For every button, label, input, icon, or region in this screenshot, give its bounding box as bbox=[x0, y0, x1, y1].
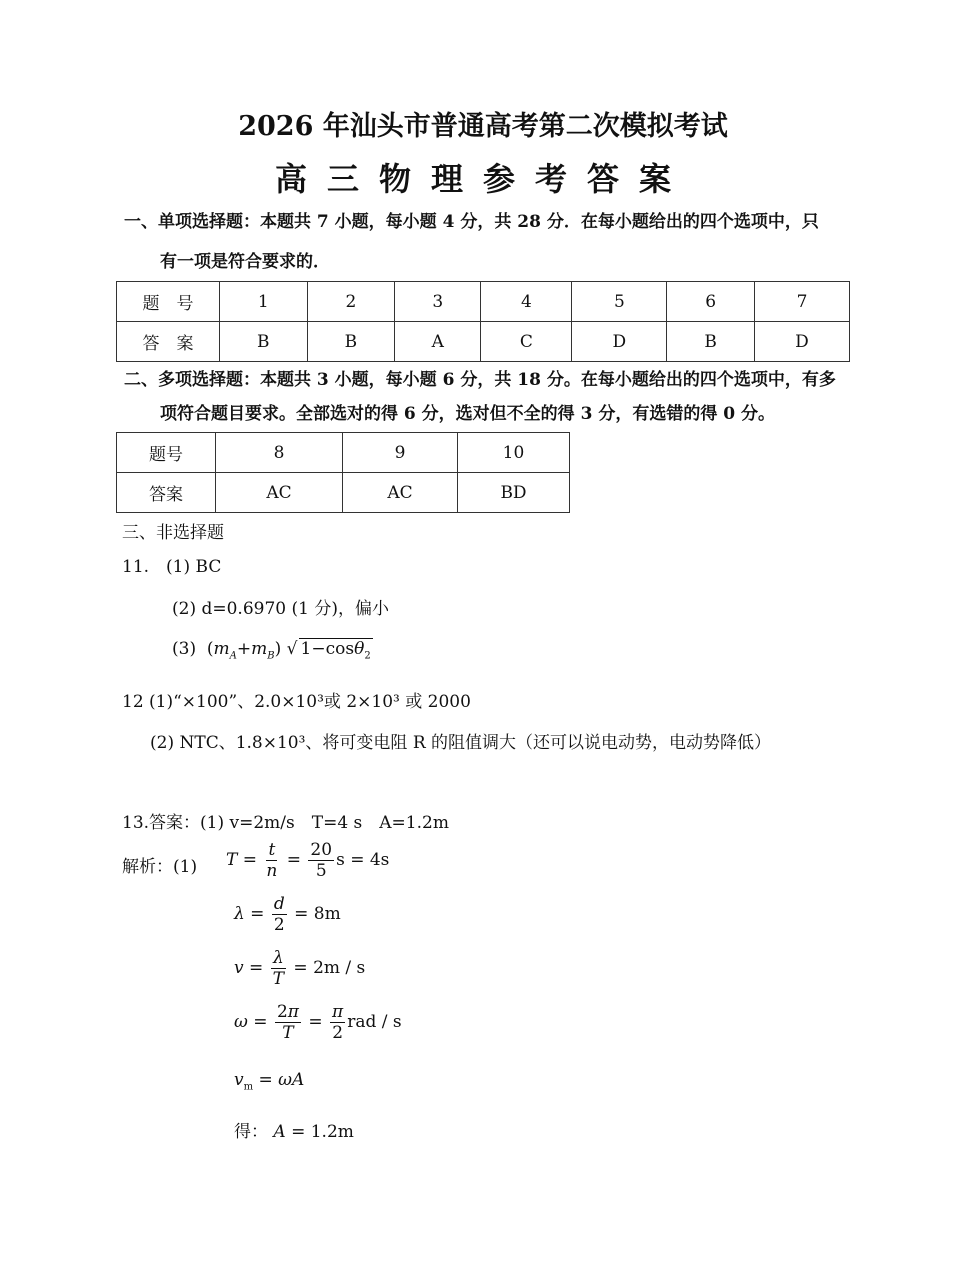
q11-formula: $(m_A+m_B)$ √ 1−cosθ$_2$ bbox=[201, 639, 371, 662]
row-label-answer: 答案 bbox=[117, 473, 216, 513]
row-label-question: 题号 bbox=[117, 433, 216, 473]
table-cell: AC bbox=[216, 473, 343, 513]
table-cell: 3 bbox=[395, 282, 481, 322]
table-cell: D bbox=[754, 322, 849, 362]
section1-intro-line2: 有一项是符合要求的． bbox=[160, 252, 330, 272]
table-cell: 6 bbox=[667, 282, 755, 322]
section2-intro-line2: 项符合题目要求。全部选对的得 6 分，选对但不全的得 3 分，有选错的得 0 分。 bbox=[160, 404, 775, 424]
q13-analysis-label: 解析：(1) bbox=[122, 857, 198, 877]
section1-intro-line1: 一、单项选择题：本题共 7 小题，每小题 4 分，共 28 分．在每小题给出的四个选项中，只 bbox=[124, 212, 819, 232]
table-cell: 2 bbox=[307, 282, 395, 322]
page-title: 2026 年汕头市普通高考第二次模拟考试 bbox=[238, 111, 728, 142]
multi-choice-answer-table bbox=[116, 432, 570, 513]
formula-max-velocity: $v_m = \omega A$ bbox=[234, 1070, 305, 1093]
row-label-answer: 答 案 bbox=[117, 322, 220, 362]
table-cell: AC bbox=[343, 473, 458, 513]
table-cell: D bbox=[572, 322, 667, 362]
q12-part2: (2) NTC、1.8×10³、将可变电阻 R 的阻值调大（还可以说电动势，电动势降低） bbox=[150, 733, 772, 753]
table-cell: B bbox=[667, 322, 755, 362]
section3-heading: 三、非选择题 bbox=[122, 523, 224, 543]
table-row-questions bbox=[117, 282, 850, 322]
formula-amplitude-result: 得： A = 1.2m bbox=[234, 1122, 354, 1142]
q11-part3-label: (3) bbox=[172, 639, 197, 659]
table-cell: B bbox=[220, 322, 308, 362]
table-row-answers bbox=[117, 473, 570, 513]
q11-part1: 11. (1) BC bbox=[122, 557, 222, 577]
row-label-question: 题 号 bbox=[117, 282, 220, 322]
q13-answer: 13.答案：(1) v=2m/s T=4 s A=1.2m bbox=[122, 813, 449, 833]
q11-part3 bbox=[172, 638, 373, 661]
formula-period: T = $\frac{t}{n}$ = $\frac{20}{5}$ s = 4s bbox=[226, 840, 390, 881]
page-subtitle: 高三物理参考答案 bbox=[274, 160, 691, 198]
table-cell: BD bbox=[458, 473, 570, 513]
section2-intro-line1: 二、多项选择题：本题共 3 小题，每小题 6 分，共 18 分。在每小题给出的四个选项中，有多 bbox=[124, 370, 836, 390]
table-cell: 1 bbox=[220, 282, 308, 322]
q12-part1: 12 (1)“×100”、2.0×10³或 2×10³ 或 2000 bbox=[122, 692, 471, 712]
table-cell: 10 bbox=[458, 433, 570, 473]
table-cell: B bbox=[307, 322, 395, 362]
table-row-answers bbox=[117, 322, 850, 362]
table-cell: 9 bbox=[343, 433, 458, 473]
q11-part2: (2) d=0.6970 (1 分)，偏小 bbox=[172, 599, 389, 619]
formula-wavelength: λ = $\frac{d}{2}$ = 8m bbox=[234, 894, 341, 935]
formula-angular-frequency: ω = $\frac{2\pi}{T}$ = $\frac{\pi}{2}$ rad / s bbox=[234, 1002, 402, 1043]
formula-velocity: v = $\frac{\lambda}{T}$ = 2m / s bbox=[234, 948, 366, 989]
table-cell: 8 bbox=[216, 433, 343, 473]
table-cell: 5 bbox=[572, 282, 667, 322]
table-cell: 7 bbox=[754, 282, 849, 322]
single-choice-answer-table bbox=[116, 281, 850, 362]
table-row-questions bbox=[117, 433, 570, 473]
table-cell: 4 bbox=[481, 282, 572, 322]
result-label: 得： bbox=[234, 1122, 268, 1142]
table-cell: A bbox=[395, 322, 481, 362]
table-cell: C bbox=[481, 322, 572, 362]
